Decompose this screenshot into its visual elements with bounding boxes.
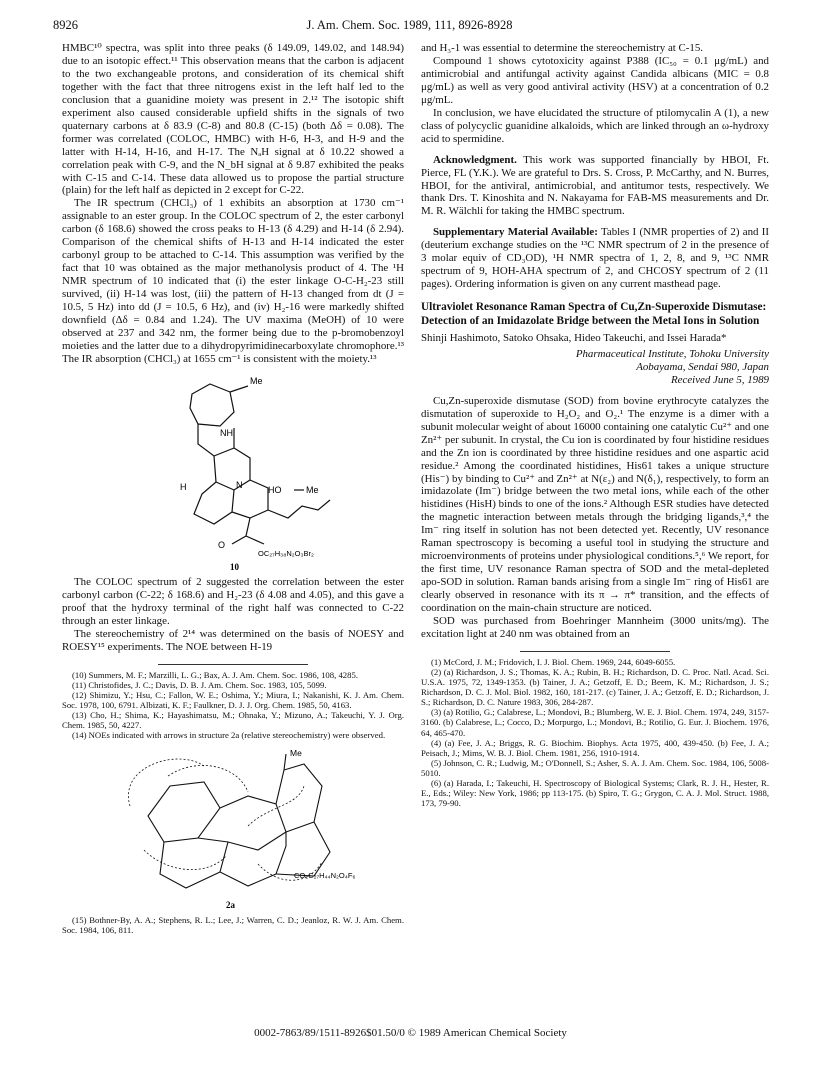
article-body-2: SOD was purchased from Boehringer Mannheim (3000 units/mg). The excitation light at 240 nm was obtained from an [421, 614, 769, 640]
reference-11: (11) Christofides, J. C.; Davis, D. B. J. Am. Chem. Soc. 1983, 105, 5099. [72, 679, 327, 690]
left-references [62, 670, 404, 741]
copyright-footer: 0002-7863/89/1511-8926$01.50/0 © 1989 American Chemical Society [254, 1027, 567, 1039]
label-h: H [180, 481, 187, 492]
acknowledgment [421, 154, 769, 219]
received-date: Received June 5, 1989 [671, 373, 769, 386]
footnote-rule [158, 664, 308, 665]
footnote-rule-right [520, 651, 670, 652]
reference-12: (12) Shimizu, Y.; Hsu, C.; Fallon, W. E.; Oshima, Y.; Miura, I.; Nakanishi, K. J. Am. Chem. Soc. 1978, 100, 6791. Albizati, K. F.; Faulkner, D. J. J. Org. Chem. 1985, 50, 4163. [62, 689, 404, 710]
reference-6: (6) (a) Harada, I.; Takeuchi, H. Spectroscopy of Biological Systems; Clark, R. J. H., Hester, R. E., Eds.; Wiley: New York, 1986; pp 113-175. (b) Spiro, T. G.; Grygon, C. A. J. Mol. Struct. 1988, 173, 79-90. [421, 778, 769, 809]
left-references-2 [62, 915, 404, 935]
structure-2a [108, 746, 358, 911]
left-column [62, 42, 404, 935]
supplementary-material [421, 226, 769, 291]
structure-10 [118, 372, 348, 572]
right-paragraph-1: and H₃-1 was essential to determine the stereochemistry at C-15. [421, 42, 704, 54]
reference-2: (2) (a) Richardson, J. S.; Thomas, K. A.; Rubin, B. H.; Richardson, D. C. Proc. Natl. Acad. Sci. U.S.A. 1975, 72, 1349-1353. (b) Tainer, J. A.; Getzoff, E. D.; Beem, K. M.; Richardson, J. S.; Richardson, D. C. J. Mol. Biol. 1982, 160, 181-217. (c) Tainer, J. A.; Getzoff, E. D.; Richardson, J. S.; Richardson, D. C. Nature 1983, 306, 284-287. [421, 666, 769, 708]
label-me-2a: Me [290, 748, 302, 759]
running-header [53, 18, 766, 36]
article-title: Ultraviolet Resonance Raman Spectra of Cu,Zn-Superoxide Dismutase: Detection of an Imidazolate Bridge between the Metal Ions in Solution [421, 301, 767, 327]
label-o: O [218, 539, 226, 550]
reference-4: (4) (a) Fee, J. A.; Briggs, R. G. Biochim. Biophys. Acta 1975, 400, 439-450. (b) Fee, J. A.; Peisach, J.; Mims, W. B. J. Biol. Chem. 1981, 256, 1910-1914. [421, 737, 769, 758]
right-references [421, 657, 769, 808]
reference-10: (10) Summers, M. F.; Marzilli, L. G.; Bax, A. J. Am. Chem. Soc. 1986, 108, 4285. [72, 669, 358, 680]
reference-1: (1) McCord, J. M.; Fridovich, I. J. Biol. Chem. 1969, 244, 6049-6055. [431, 656, 676, 667]
supplementary-heading: Supplementary Material Available: [433, 226, 598, 239]
journal-citation: J. Am. Chem. Soc. 1989, 111, 8926-8928 [306, 18, 513, 32]
affiliation-1: Pharmaceutical Institute, Tohoku University [575, 347, 769, 360]
reference-14: (14) NOEs indicated with arrows in structure 2a (relative stereochemistry) were observed. [72, 730, 386, 741]
label-ester-2a: CO₂C₂₇H₄₄N₂O₄F₆ [294, 871, 356, 881]
reference-13: (13) Cho, H.; Shima, K.; Hayashimatsu, M.; Ohnaka, Y.; Mizuno, A.; Takeuchi, Y. J. Org. Chem. 1985, 50, 4227. [62, 709, 404, 731]
label-ester: OC₂₇H₃₈N₂O₃Br₂ [258, 548, 314, 558]
acknowledgment-heading: Acknowledgment. [433, 153, 517, 166]
acknowledgment-text: This work was supported financially by HBOI, Ft. Pierce, FL (Y.K.). We are grateful to Drs. S. Cross, P. McCarthy, and N. Burres, HBOI, for the antiviral, antimicrobial, and antitumor tests, respectively. We thank Drs. T. Kinoshita and N. Nakayama for FAB-MS measurements and Dr. M. R. Wälchli for taking the HMBC spectrum. [421, 153, 769, 218]
label-nh: NH [220, 427, 233, 438]
left-paragraph-1: HMBC¹⁰ spectra, was split into three peaks (δ 149.09, 149.02, and 148.94) due to an isotopic effect.¹¹ This observation means that the carbon is adjacent to the two exchangeable protons, and consideration of its chemical shift together with the fact that three nitrogens exist in the left half led to the conclusion that a guanidine moiety was present in 2.¹² The isotopic shift experiment also caused considerable upfield shifts in the signals of two quaternary carbons at δ 83.9 (C-8) and 80.8 (C-15) (both Δδ = 0.08). The former was correlated (COLOC, HMBC) with H-6, H-3, and H-9 and the latter with H-14, H-16, and H-17. The NₐH signal at δ 10.22 showed a correlation peak with C-9, and the N_bH signal at δ 9.87 exhibited the peaks with C-15 and C-14. These data allowed us to propose the partial structure (plain) for the left half as depicted in 2 except for C-22. [62, 42, 404, 197]
label-n: N [236, 479, 243, 490]
reference-3: (3) (a) Rotilio, G.; Calabrese, L.; Mondovi, B.; Blumberg, W. E. J. Biol. Chem. 1974, 249, 3157-3160. (b) Calabrese, L.; Cocco, D.; Morpurgo, L.; Mondovi, B.; Rotilio, G. Eur. J. Biochem. 1976, 64, 465-470. [421, 707, 769, 738]
reference-15: (15) Bothner-By, A. A.; Stephens, R. L.; Lee, J.; Warren, C. D.; Jeanloz, R. W. J. Am. Chem. Soc. 1984, 106, 811. [62, 915, 404, 936]
label-ho: HO [268, 484, 282, 495]
label-me: Me [250, 375, 263, 386]
right-paragraph-2: Compound 1 shows cytotoxicity against P388 (IC₅₀ = 0.1 μg/mL) and antimicrobial and antifungal activity against Candida albicans (MIC = 0.8 μg/mL) as well as very good antiviral activity (HSV) at a concentration of 0.2 μg/mL. [421, 54, 769, 106]
right-paragraph-3: In conclusion, we have elucidated the structure of ptilomycalin A (1), a new class of polycyclic guanidine alkaloids, which are linked through an ω-hydroxy acid to spermidine. [421, 106, 769, 145]
left-paragraph-3: The COLOC spectrum of 2 suggested the correlation between the ester carbonyl carbon (C-22; δ 168.6) and H₂-23 (δ 4.08 and 4.05), and this gave a proof that the hydroxy terminal of the right half was connected to C-22 through an ester linkage. [62, 575, 404, 627]
right-column [421, 42, 769, 808]
supplementary-text: Tables I (NMR properties of 2) and II (deuterium exchange studies on the ¹³C NMR spectrum of 2 in the presence of 3 molar equiv of CD₃OD), ¹H NMR spectra of 1, 2, 8, and 9, ¹³C NMR spectrum of 9, HOH-AHA spectrum of 2, and CHCOSY spectrum of 2 (11 pages). Ordering information is given on any current masthead page. [421, 226, 770, 291]
reference-5: (5) Johnson, C. R.; Ludwig, M.; O'Donnell, S.; Asher, S. A. J. Am. Chem. Soc. 1984, 106, 5008-5010. [421, 757, 769, 778]
structure-label-2a: 2a [226, 900, 235, 911]
left-paragraph-4: The stereochemistry of 2¹⁴ was determined on the basis of NOESY and ROESY¹⁵ experiments. The NOE between H-19 [62, 627, 404, 653]
author-list: Shinji Hashimoto, Satoko Ohsaka, Hideo Takeuchi, and Issei Harada* [421, 331, 727, 344]
label-me-2: Me [306, 484, 319, 495]
affiliation-2: Aobayama, Sendai 980, Japan [636, 360, 769, 373]
page-number: 8926 [53, 18, 78, 32]
structure-label-10: 10 [230, 561, 239, 572]
article-body-1: Cu,Zn-superoxide dismutase (SOD) from bovine erythrocyte catalyzes the dismutation of superoxide to H₂O₂ and O₂.¹ The enzyme is a dimer with a subunit molecular weight of about 16000 containing one catalytic Cu²⁺ and one Zn²⁺ per subunit. In crystal, the Cu ion is coordinated by four histidine residues and the Zn ion is coordinated by three histidine residues and one aspartic acid residue.² Among the coordinated histidines, His61 takes a unique structure (His⁻) by binding to Cu²⁺ and Zn²⁺ at N(ε₂) and N(δ₁), respectively, to form an imidazolate (Im⁻) bridge between the two metal ions, while each of the other histidines (HisH) binds to one of the ions.² Although ESR studies have detected the magnetic interaction between metals through the bridging ligands,³,⁴ the Im⁻ ring itself in solution has not been detected yet. Recently, UV resonance Raman spectroscopy is becoming a useful tool in studying the structure and microenvironments of proteins under physiological conditions.⁵,⁶ We report, for the first time, UV resonance Raman spectra of SOD and the metal-depleted apo-SOD in solution. Raman bands arising from a single Im⁻ ring of His61 are clearly observed in resonance with its π → π* transition, and the effects of coordination on the main-chain structure are noticed. [421, 394, 769, 615]
left-paragraph-2: The IR spectrum (CHCl₃) of 1 exhibits an absorption at 1730 cm⁻¹ assignable to an ester group. In the COLOC spectrum of 2, the ester carbonyl carbon (δ 168.6) showed the cross peaks to H-13 (δ 4.29) and H-14 (δ 2.94). Comparison of the chemical shifts of H-13 and H-14 indicated the ester carbonyl group to be attached to C-14. This assumption was verified by the fact that 10 was obtained as the major methanolysis product of 4. The ¹H NMR spectrum of 10 indicated that (i) the ester linkage O-C-H₂-23 still survived, (ii) H-14 was lost, (iii) the pattern of H-13 changed from dt (J = 10.5, 5 Hz) into dd (J = 10.5, 6 Hz), and (iv) H₂-16 were markedly shifted downfield (Δδ = 0.84 and 1.24). The UV maxima (MeOH) of 10 were observed at 237 and 342 nm, the former being due to the p-bromobenzoyl moieties and the latter due to a dihydropyrimidinecarboxylate chromophore.¹³ The IR absorption (CHCl₃) at 1655 cm⁻¹ is consistent with the moiety.¹³ [62, 197, 404, 365]
